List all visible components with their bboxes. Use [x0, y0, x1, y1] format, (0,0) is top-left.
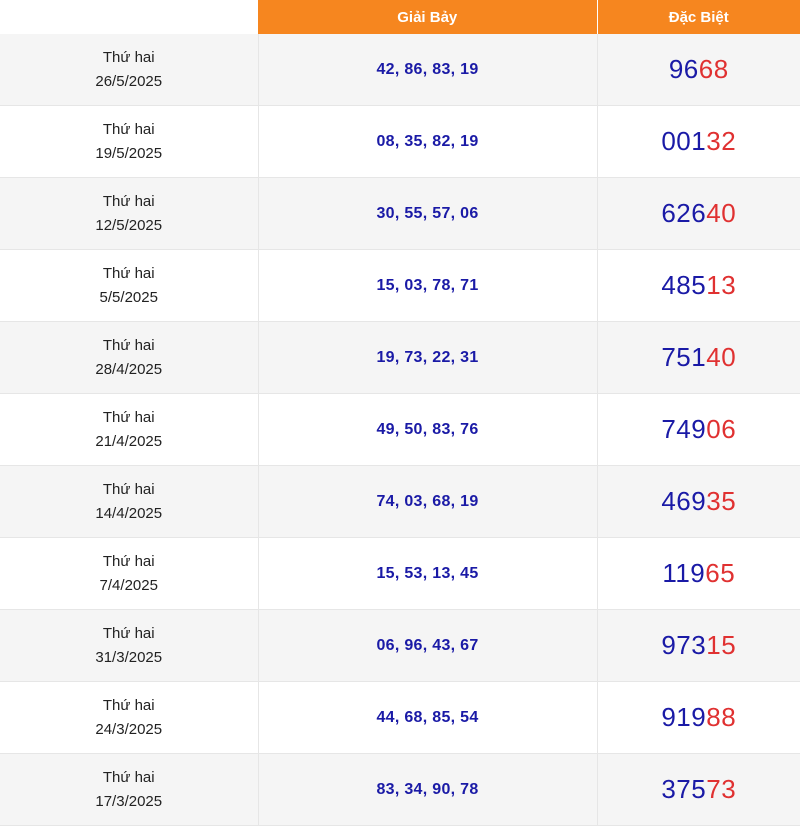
result-date-cell — [0, 610, 258, 682]
weekday-label: Thứ hai — [102, 553, 155, 571]
header-dac-biet: Đặc Biệt — [597, 0, 800, 34]
dac-biet-tail: 73 — [706, 774, 737, 804]
giai-bay-cell: 19, 73, 22, 31 — [258, 322, 597, 394]
dac-biet-cell — [597, 178, 800, 250]
dac-biet-cell — [597, 34, 800, 106]
table-row — [0, 106, 800, 178]
date-label: 26/5/2025 — [95, 72, 163, 90]
weekday-label: Thứ hai — [102, 481, 155, 499]
result-date-cell — [0, 754, 258, 826]
date-label: 31/3/2025 — [95, 648, 163, 666]
dac-biet-tail: 68 — [698, 54, 729, 84]
weekday-label: Thứ hai — [102, 337, 155, 355]
result-date-cell — [0, 538, 258, 610]
result-date-cell — [0, 34, 258, 106]
dac-biet-head: 749 — [661, 414, 707, 444]
giai-bay-cell: 08, 35, 82, 19 — [258, 106, 597, 178]
dac-biet-head: 973 — [661, 630, 707, 660]
dac-biet-tail: 40 — [706, 198, 737, 228]
weekday-label: Thứ hai — [102, 193, 155, 211]
dac-biet-cell — [597, 754, 800, 826]
weekday-label: Thứ hai — [102, 49, 155, 67]
table-header-row — [0, 0, 800, 34]
weekday-label: Thứ hai — [102, 409, 155, 427]
giai-bay-cell: 06, 96, 43, 67 — [258, 610, 597, 682]
header-giai-bay: Giải Bảy — [258, 0, 597, 34]
table-row — [0, 466, 800, 538]
date-label: 7/4/2025 — [99, 576, 158, 594]
table-header — [0, 0, 800, 34]
dac-biet-cell — [597, 394, 800, 466]
giai-bay-cell: 74, 03, 68, 19 — [258, 466, 597, 538]
date-label: 14/4/2025 — [95, 504, 163, 522]
result-date-cell — [0, 682, 258, 754]
date-label: 28/4/2025 — [95, 360, 163, 378]
dac-biet-head: 485 — [661, 270, 707, 300]
dac-biet-cell — [597, 610, 800, 682]
table-row — [0, 394, 800, 466]
dac-biet-tail: 13 — [706, 270, 737, 300]
dac-biet-tail: 32 — [706, 126, 737, 156]
dac-biet-head: 96 — [668, 54, 699, 84]
dac-biet-head: 751 — [661, 342, 707, 372]
dac-biet-cell — [597, 106, 800, 178]
weekday-label: Thứ hai — [102, 697, 155, 715]
dac-biet-tail: 40 — [706, 342, 737, 372]
result-date-cell — [0, 106, 258, 178]
dac-biet-tail: 35 — [706, 486, 737, 516]
result-date-cell — [0, 322, 258, 394]
giai-bay-cell: 44, 68, 85, 54 — [258, 682, 597, 754]
dac-biet-head: 919 — [661, 702, 707, 732]
table-body — [0, 34, 800, 826]
result-date-cell — [0, 394, 258, 466]
dac-biet-tail: 65 — [705, 558, 736, 588]
dac-biet-cell — [597, 538, 800, 610]
dac-biet-cell — [597, 250, 800, 322]
giai-bay-cell: 83, 34, 90, 78 — [258, 754, 597, 826]
dac-biet-head: 375 — [661, 774, 707, 804]
dac-biet-head: 469 — [661, 486, 707, 516]
giai-bay-cell: 42, 86, 83, 19 — [258, 34, 597, 106]
weekday-label: Thứ hai — [102, 769, 155, 787]
dac-biet-head: 001 — [661, 126, 707, 156]
header-date — [0, 0, 258, 34]
dac-biet-tail: 88 — [706, 702, 737, 732]
date-label: 19/5/2025 — [95, 144, 163, 162]
dac-biet-head: 626 — [661, 198, 707, 228]
dac-biet-tail: 15 — [706, 630, 737, 660]
date-label: 17/3/2025 — [95, 792, 163, 810]
weekday-label: Thứ hai — [102, 265, 155, 283]
dac-biet-tail: 06 — [706, 414, 737, 444]
giai-bay-cell: 30, 55, 57, 06 — [258, 178, 597, 250]
giai-bay-cell: 15, 03, 78, 71 — [258, 250, 597, 322]
dac-biet-cell — [597, 466, 800, 538]
weekday-label: Thứ hai — [102, 121, 155, 139]
table-row — [0, 754, 800, 826]
date-label: 5/5/2025 — [99, 288, 158, 306]
table-row — [0, 322, 800, 394]
table-row — [0, 178, 800, 250]
table-row — [0, 610, 800, 682]
table-row — [0, 250, 800, 322]
table-row — [0, 34, 800, 106]
result-date-cell — [0, 250, 258, 322]
dac-biet-head: 119 — [662, 558, 706, 588]
giai-bay-cell: 49, 50, 83, 76 — [258, 394, 597, 466]
giai-bay-cell: 15, 53, 13, 45 — [258, 538, 597, 610]
dac-biet-cell — [597, 322, 800, 394]
result-date-cell — [0, 466, 258, 538]
dac-biet-cell — [597, 682, 800, 754]
weekday-label: Thứ hai — [102, 625, 155, 643]
date-label: 24/3/2025 — [95, 720, 163, 738]
date-label: 12/5/2025 — [95, 216, 163, 234]
table-row — [0, 682, 800, 754]
table-row — [0, 538, 800, 610]
date-label: 21/4/2025 — [95, 432, 163, 450]
result-date-cell — [0, 178, 258, 250]
